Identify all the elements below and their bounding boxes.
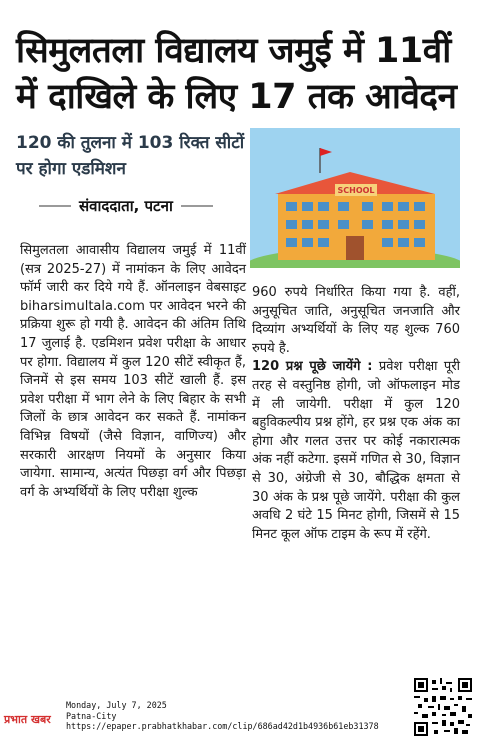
article-column-1: सिमुलतला आवासीय विद्यालय जमुई में 11वीं (सत्र 2025-27) में नामांकन के लिए आवेदन फॉर्म जारी कर दिये गये हैं. ऑनलाइन वेबसाइट biharsimultala.com पर आवेदन भरने की प्रक्रिया शुरू हो गयी है. आवेदन की अंतिम तिथि 17 जुलाई है. एडमिशन प्रवेश परीक्षा के आधार पर होगा. विद्यालय में कुल 120 सीटें स्वीकृत हैं, जिनमें से इस समय 103 सीटें खाली हैं. इस प्रवेश परीक्षा में भाग लेने के लिए बिहार के सभी जिलों के छात्र आवेदन कर सकते हैं. नामांकन विभिन्न विषयों (जैसे विज्ञान, वाणिज्य) और सरकारी आरक्षण नियमों के अनुसार किया जायेगा. सामान्य, अत्यंत पिछड़ा वर्ग और पिछड़ा वर्ग के अभ्यर्थियों के लिए परीक्षा शुल्क	[20, 243, 246, 500]
school-sign-text: SCHOOL	[337, 186, 375, 195]
article-byline: संवाददाता, पटना	[79, 197, 173, 215]
building-door	[346, 236, 364, 260]
footer-clip-info	[66, 700, 379, 732]
footer-url[interactable]: https://epaper.prabhatkhabar.com/clip/686ad42d1b4936b61eb31378	[66, 721, 379, 731]
newspaper-logo: प्रभात खबर	[4, 713, 51, 726]
column-2-body: प्रवेश परीक्षा पूरी तरह से वस्तुनिष्ठ होगी, जो ऑफलाइन मोड में ली जायेगी. परीक्षा में कुल 120 बहुविकल्पीय प्रश्न होंगे, हर प्रश्न एक अंक का होगा और गलत उत्तर पर कोई नकारात्मक अंक नहीं कटेगा. इसमें गणित से 30, विज्ञान से 30, अंग्रेजी से 30, बौद्धिक क्षमता से 30 अंक के प्रश्न पूछे जायेंगे. परीक्षा की कुल अवधि 2 घंटे 15 मिनट होगी, जिसमें से 15 मिनट कूल ऑफ टाइम के रूप में रहेंगे.	[252, 359, 461, 542]
column-2-subheading: 120 प्रश्न पूछे जायेंगे :	[252, 359, 373, 375]
footer-edition: Patna-City	[66, 710, 117, 721]
article-headline: सिमुलतला विद्यालय जमुई में 11वीं में दाखिले के लिए 17 तक आवेदन	[16, 31, 457, 117]
school-building-illustration	[250, 128, 460, 268]
qr-code-icon	[414, 678, 472, 736]
column-2-intro: 960 रुपये निर्धारित किया गया है. वहीं, अनुसूचित जाति, अनुसूचित जनजाति और दिव्यांग अभ्यर्थियों के लिए यह शुल्क 760 रुपये है.	[252, 285, 460, 356]
article-column-2	[252, 284, 460, 544]
article-subhead: 120 की तुलना में 103 रिक्त सीटों पर होगा एडमिशन	[16, 133, 245, 179]
footer-date: Monday, July 7, 2025	[66, 700, 167, 710]
